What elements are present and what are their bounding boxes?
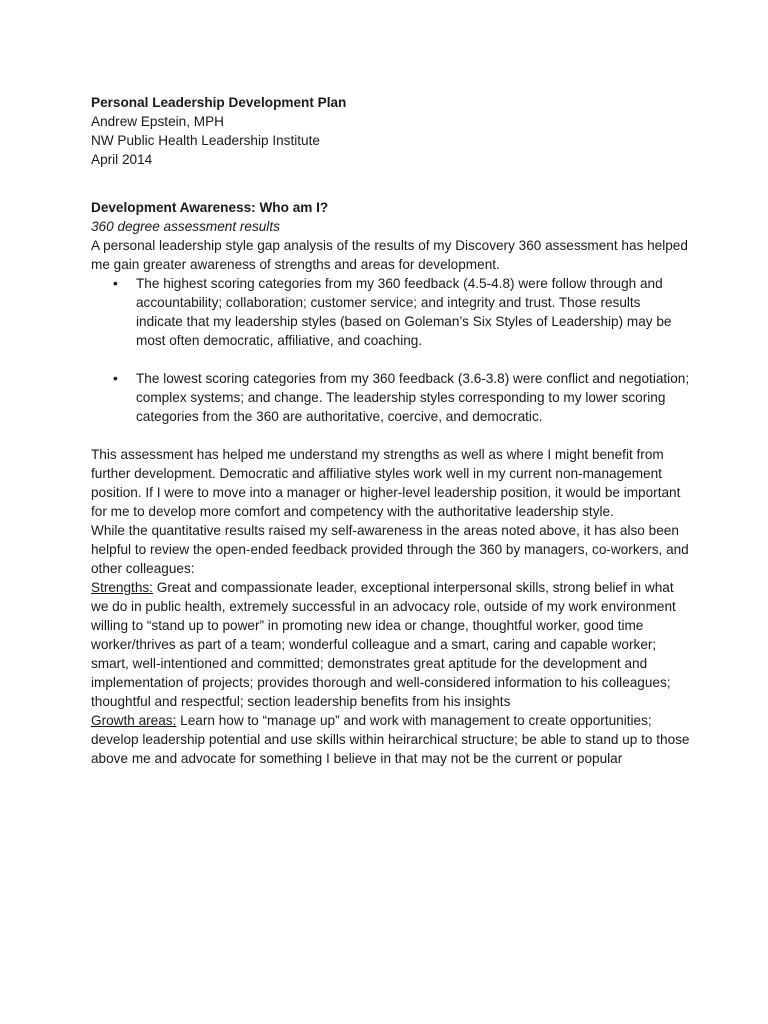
- strengths-paragraph: [91, 578, 691, 711]
- intro-paragraph: A personal leadership style gap analysis of the results of my Discovery 360 assessment has helped me gain greater awareness of strengths and areas for development.: [91, 238, 688, 272]
- bullet-icon: •: [113, 371, 118, 386]
- document-page: [91, 93, 691, 768]
- strengths-label: Strengths:: [91, 580, 153, 595]
- growth-text: Learn how to “manage up” and work with management to create opportunities; develop leadership potential and use skills within heirarchical structure; be able to stand up to those above me and advocate for something I believe in that may not be the current or popular: [91, 713, 690, 766]
- document-header: [91, 93, 691, 169]
- growth-label: Growth areas:: [91, 713, 177, 728]
- bullet-item-highest: [91, 274, 691, 350]
- feedback-paragraph: While the quantitative results raised my self-awareness in the areas noted above, it has also been helpful to review the open-ended feedback provided through the 360 by managers, co-workers, and other colleagues:: [91, 523, 689, 576]
- assessment-paragraph: This assessment has helped me understand my strengths as well as where I might benefit from further development. Democratic and affiliative styles work well in my current non-management position. If I were to move into a manager or higher-level leadership position, it would be important for me to develop more comfort and competency with the authoritative leadership style.: [91, 447, 681, 519]
- author-name: Andrew Epstein, MPH: [91, 114, 224, 129]
- bullet-item-lowest: [91, 369, 691, 426]
- strengths-text: Great and compassionate leader, exceptional interpersonal skills, strong belief in what we do in public health, extremely successful in an advocacy role, outside of my work environment willing to “stand up to power” in promoting new idea or change, thoughtful worker, good time worker/thrives as part of a team; wonderful colleague and a smart, caring and capable worker; smart, well-intentioned and committed; demonstrates great aptitude for the development and implementation of projects; provides thorough and well-considered information to his colleagues; thoughtful and respectful; section leadership benefits from his insights: [91, 580, 676, 709]
- section-heading: Development Awareness: Who am I?: [91, 200, 329, 215]
- bullet-text: The lowest scoring categories from my 360 feedback (3.6-3.8) were conflict and negotiation; complex systems; and change. The leadership styles corresponding to my lower scoring categories from the 360 are authoritative, coercive, and democratic.: [136, 371, 690, 424]
- document-title: Personal Leadership Development Plan: [91, 95, 347, 110]
- results-bullet-list: [91, 274, 691, 426]
- institute-name: NW Public Health Leadership Institute: [91, 133, 320, 148]
- bullet-text: The highest scoring categories from my 360 feedback (4.5-4.8) were follow through and accountability; collaboration; customer service; and integrity and trust. Those results indicate that my leadership styles (based on Goleman’s Six Styles of Leadership) may be most often democratic, affiliative, and coaching.: [136, 276, 672, 348]
- bullet-icon: •: [113, 276, 118, 291]
- section-subheading: 360 degree assessment results: [91, 219, 280, 234]
- growth-paragraph: [91, 711, 691, 768]
- document-date: April 2014: [91, 152, 153, 167]
